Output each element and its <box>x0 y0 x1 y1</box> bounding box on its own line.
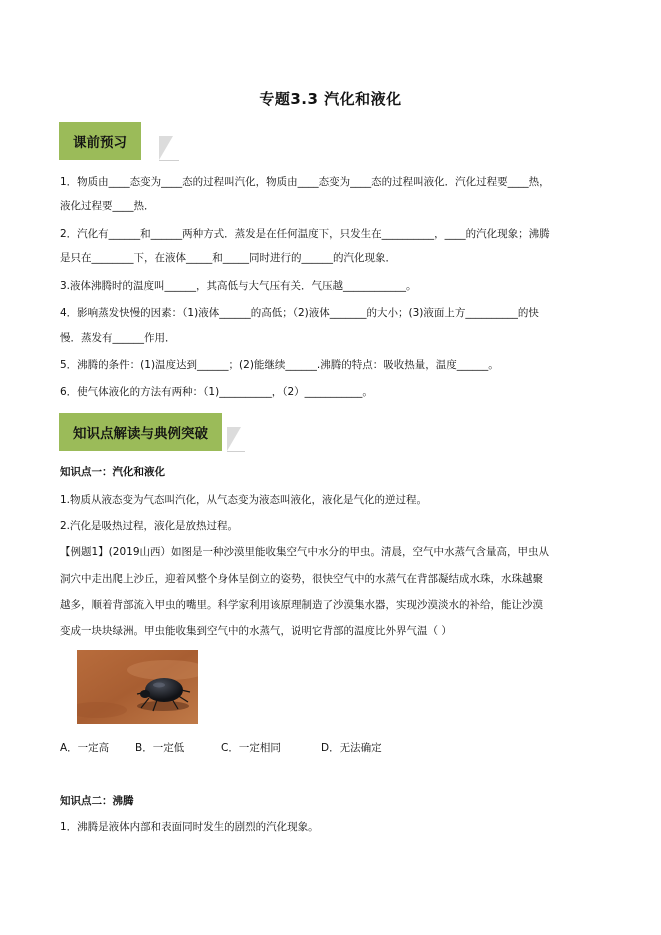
preview-line: 2．汽化有______和______两种方式．蒸发是在任何温度下，只发生在__________，____的汽化现象；沸腾 <box>60 228 550 240</box>
section-banner-preview <box>59 122 141 160</box>
preview-line: 6．使气体液化的方法有两种：（1)__________，（2）___________。 <box>60 386 373 398</box>
banner-divider <box>159 160 179 161</box>
preview-line: 4．影响蒸发快慢的因素：（1)液体______的高低；（2)液体_______的大小；(3)液面上方__________的快 <box>60 307 539 319</box>
knowledge-line: 2.汽化是吸热过程，液化是放热过程。 <box>60 520 239 532</box>
preview-line: 是只在________下，在液体_____和_____同时进行的______的汽化现象． <box>60 252 396 264</box>
example-line: 变成一块块绿洲。甲虫能收集到空气中的水蒸气，说明它背部的温度比外界气温（ ） <box>60 625 452 637</box>
banner-divider <box>227 451 245 452</box>
answer-options <box>60 740 382 755</box>
preview-line: 液化过程要____热． <box>60 200 155 212</box>
example-line: 【例题1】(2019山西）如图是一种沙漠里能收集空气中水分的甲虫。清晨，空气中水蒸气含量高，甲虫从 <box>60 546 549 558</box>
banner-tail <box>227 427 241 451</box>
preview-line: 5．沸腾的条件：(1)温度达到______；(2)能继续______.沸腾的特点：吸收热量，温度______。 <box>60 359 499 371</box>
banner-label: 课前预习 <box>59 122 141 160</box>
preview-line: 慢．蒸发有______作用． <box>60 332 176 344</box>
banner-label: 知识点解读与典例突破 <box>59 413 222 451</box>
knowledge-line: 1．沸腾是液体内部和表面同时发生的剧烈的汽化现象。 <box>60 821 319 833</box>
preview-line: 3.液体沸腾时的温度叫______，其高低与大气压有关．气压越____________。 <box>60 280 417 292</box>
preview-line: 1．物质由____态变为____态的过程叫汽化，物质由____态变为____态的过程叫液化．汽化过程要____热， <box>60 176 550 188</box>
beetle-photo <box>77 650 198 724</box>
option-a[interactable]: A．一定高 <box>60 742 110 754</box>
option-c[interactable]: C．一定相同 <box>221 742 281 754</box>
option-d[interactable]: D．无法确定 <box>321 742 382 754</box>
knowledge-point-1-title: 知识点一：汽化和液化 <box>60 466 165 478</box>
knowledge-line: 1.物质从液态变为气态叫汽化，从气态变为液态叫液化，液化是气化的逆过程。 <box>60 494 428 506</box>
page-title: 专题3.3 汽化和液化 <box>259 90 402 108</box>
banner-tail <box>159 136 173 160</box>
knowledge-point-2-title: 知识点二：沸腾 <box>60 795 134 807</box>
section-banner-knowledge <box>59 413 222 451</box>
option-b[interactable]: B．一定低 <box>135 742 185 754</box>
example-line: 越多，顺着背部流入甲虫的嘴里。科学家利用该原理制造了沙漠集水器，实现沙漠淡水的补给，能让沙漠 <box>60 599 543 611</box>
example-line: 洞穴中走出爬上沙丘，迎着风整个身体呈倒立的姿势，很快空气中的水蒸气在背部凝结成水珠，水珠越聚 <box>60 573 543 585</box>
